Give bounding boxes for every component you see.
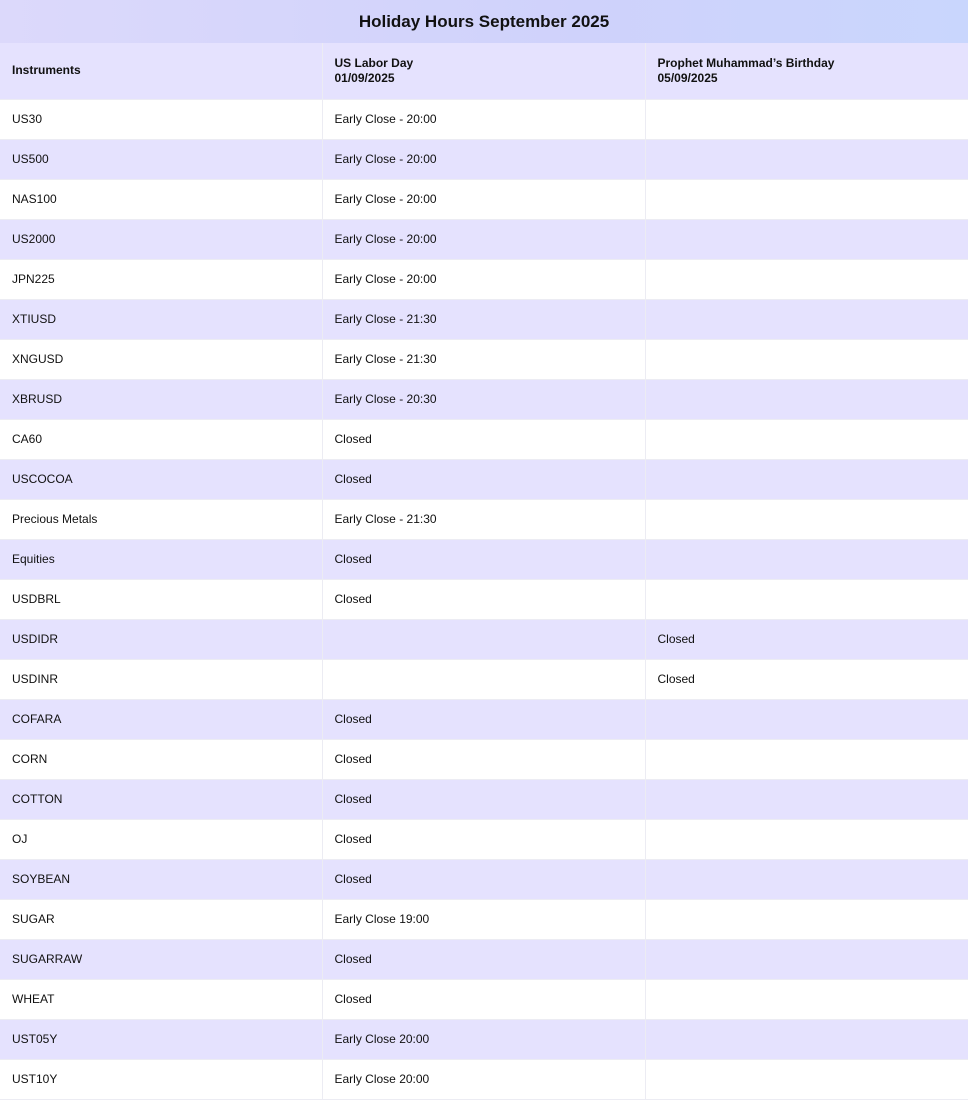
prophet-birthday-cell [645, 499, 968, 539]
instrument-cell: JPN225 [0, 259, 322, 299]
table-row [0, 619, 968, 659]
table-row [0, 859, 968, 899]
us-labor-day-cell: Closed [322, 459, 645, 499]
us-labor-day-cell: Early Close - 20:00 [322, 179, 645, 219]
table-row [0, 699, 968, 739]
us-labor-day-cell: Closed [322, 779, 645, 819]
instrument-cell: USDBRL [0, 579, 322, 619]
us-labor-day-cell: Closed [322, 699, 645, 739]
instrument-cell: OJ [0, 819, 322, 859]
table-row [0, 499, 968, 539]
prophet-birthday-cell [645, 99, 968, 139]
prophet-birthday-cell [645, 259, 968, 299]
table-row [0, 379, 968, 419]
table-row [0, 1019, 968, 1059]
header-us-labor-day-date: 01/09/2025 [334, 70, 395, 85]
us-labor-day-cell: Early Close - 20:00 [322, 219, 645, 259]
prophet-birthday-cell [645, 539, 968, 579]
prophet-birthday-cell [645, 299, 968, 339]
instrument-cell: USDINR [0, 659, 322, 699]
us-labor-day-cell: Early Close 20:00 [322, 1059, 645, 1099]
us-labor-day-cell: Early Close 20:00 [322, 1019, 645, 1059]
prophet-birthday-cell [645, 459, 968, 499]
us-labor-day-cell: Closed [322, 539, 645, 579]
us-labor-day-cell [322, 619, 645, 659]
prophet-birthday-cell [645, 859, 968, 899]
prophet-birthday-cell [645, 899, 968, 939]
table-body [0, 99, 968, 1099]
prophet-birthday-cell [645, 219, 968, 259]
instrument-cell: USCOCOA [0, 459, 322, 499]
table-row [0, 979, 968, 1019]
table-row [0, 939, 968, 979]
table-row [0, 659, 968, 699]
table-row [0, 139, 968, 179]
prophet-birthday-cell [645, 739, 968, 779]
instrument-cell: Precious Metals [0, 499, 322, 539]
page-title: Holiday Hours September 2025 [0, 0, 968, 43]
us-labor-day-cell: Early Close - 21:30 [322, 299, 645, 339]
instrument-cell: Equities [0, 539, 322, 579]
us-labor-day-cell: Closed [322, 739, 645, 779]
us-labor-day-cell: Early Close - 20:00 [322, 99, 645, 139]
prophet-birthday-cell: Closed [645, 619, 968, 659]
instrument-cell: UST05Y [0, 1019, 322, 1059]
table-row [0, 539, 968, 579]
table-row [0, 1059, 968, 1099]
us-labor-day-cell: Closed [322, 979, 645, 1019]
table-row [0, 219, 968, 259]
table-row [0, 579, 968, 619]
instrument-cell: WHEAT [0, 979, 322, 1019]
header-prophet-birthday-date: 05/09/2025 [657, 70, 718, 85]
instrument-cell: CORN [0, 739, 322, 779]
us-labor-day-cell: Early Close - 21:30 [322, 499, 645, 539]
us-labor-day-cell: Closed [322, 419, 645, 459]
instrument-cell: US30 [0, 99, 322, 139]
header-prophet-birthday-name: Prophet Muhammad’s Birthday [657, 55, 835, 70]
holiday-hours-table [0, 43, 968, 1100]
table-row [0, 99, 968, 139]
instrument-cell: XBRUSD [0, 379, 322, 419]
prophet-birthday-cell [645, 339, 968, 379]
table-row [0, 339, 968, 379]
header-instruments [0, 43, 322, 99]
instrument-cell: XNGUSD [0, 339, 322, 379]
instrument-cell: SOYBEAN [0, 859, 322, 899]
instrument-cell: NAS100 [0, 179, 322, 219]
instrument-cell: COFARA [0, 699, 322, 739]
us-labor-day-cell: Early Close - 20:00 [322, 259, 645, 299]
us-labor-day-cell: Early Close 19:00 [322, 899, 645, 939]
prophet-birthday-cell [645, 419, 968, 459]
prophet-birthday-cell [645, 819, 968, 859]
instrument-cell: SUGARRAW [0, 939, 322, 979]
table-row [0, 739, 968, 779]
instrument-cell: US2000 [0, 219, 322, 259]
prophet-birthday-cell [645, 139, 968, 179]
prophet-birthday-cell [645, 579, 968, 619]
prophet-birthday-cell: Closed [645, 659, 968, 699]
instrument-cell: COTTON [0, 779, 322, 819]
table-row [0, 779, 968, 819]
us-labor-day-cell: Early Close - 20:30 [322, 379, 645, 419]
instrument-cell: USDIDR [0, 619, 322, 659]
instrument-cell: UST10Y [0, 1059, 322, 1099]
us-labor-day-cell [322, 659, 645, 699]
prophet-birthday-cell [645, 939, 968, 979]
table-header-row [0, 43, 968, 99]
header-us-labor-day-name: US Labor Day [334, 55, 414, 70]
instrument-cell: CA60 [0, 419, 322, 459]
us-labor-day-cell: Closed [322, 939, 645, 979]
us-labor-day-cell: Closed [322, 579, 645, 619]
prophet-birthday-cell [645, 979, 968, 1019]
table-row [0, 899, 968, 939]
prophet-birthday-cell [645, 1019, 968, 1059]
prophet-birthday-cell [645, 179, 968, 219]
table-row [0, 419, 968, 459]
prophet-birthday-cell [645, 779, 968, 819]
instrument-cell: US500 [0, 139, 322, 179]
us-labor-day-cell: Closed [322, 859, 645, 899]
table-row [0, 819, 968, 859]
table-row [0, 459, 968, 499]
header-instruments-label: Instruments [12, 63, 81, 78]
us-labor-day-cell: Closed [322, 819, 645, 859]
header-us-labor-day [322, 43, 645, 99]
instrument-cell: SUGAR [0, 899, 322, 939]
table-row [0, 299, 968, 339]
prophet-birthday-cell [645, 1059, 968, 1099]
table-row [0, 259, 968, 299]
us-labor-day-cell: Early Close - 20:00 [322, 139, 645, 179]
header-prophet-birthday [645, 43, 968, 99]
instrument-cell: XTIUSD [0, 299, 322, 339]
prophet-birthday-cell [645, 379, 968, 419]
us-labor-day-cell: Early Close - 21:30 [322, 339, 645, 379]
prophet-birthday-cell [645, 699, 968, 739]
table-row [0, 179, 968, 219]
